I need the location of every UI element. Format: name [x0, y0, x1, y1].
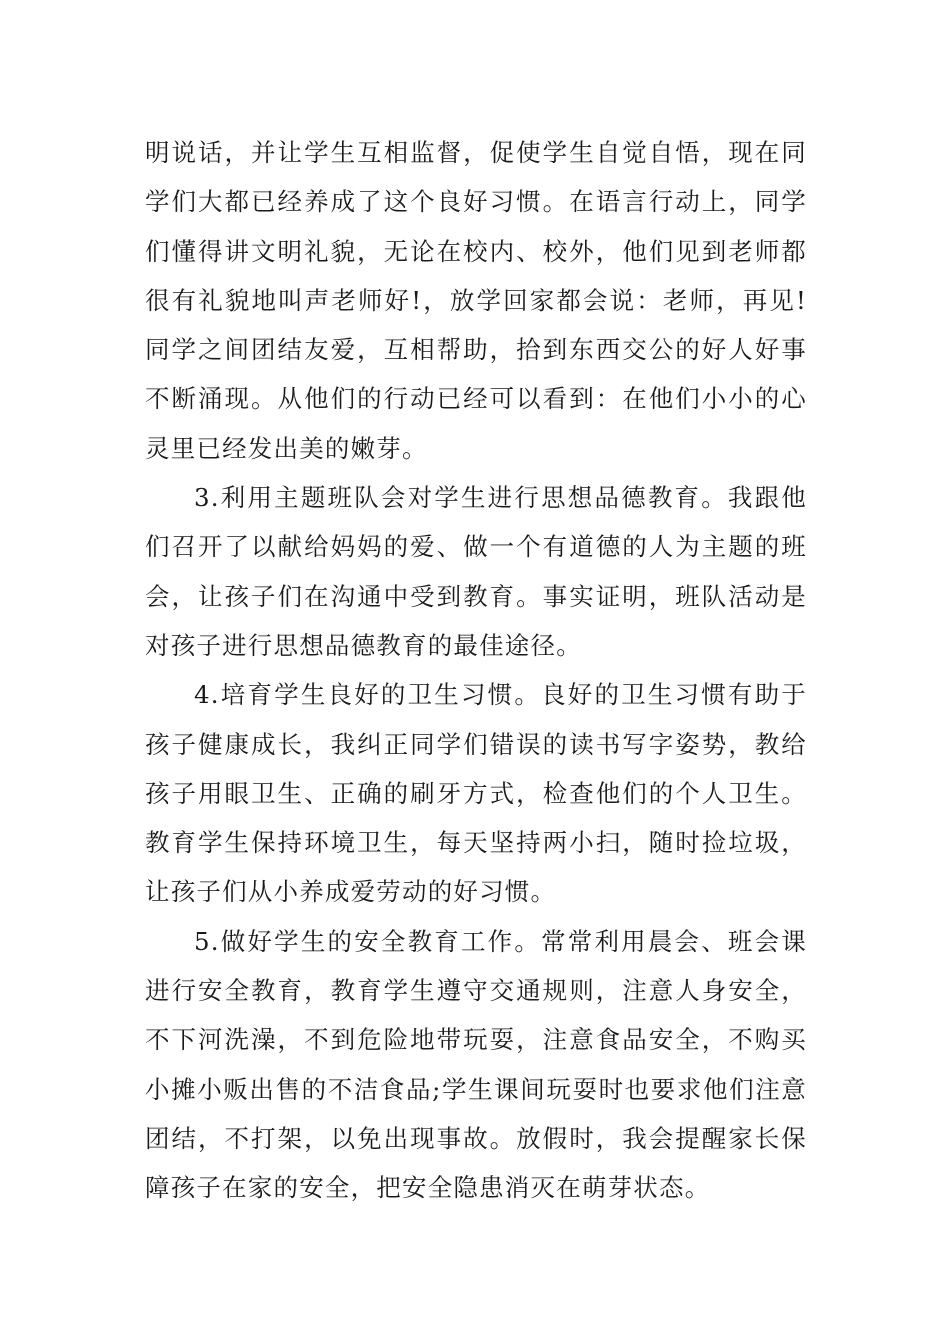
- text-line: 们懂得讲文明礼貌，无论在校内、校外，他们见到老师都: [145, 236, 807, 266]
- text-line: 孩子健康成长，我纠正同学们错误的读书写字姿势，教给: [145, 729, 807, 759]
- text-line: 不下河洗澡，不到危险地带玩耍，注意食品安全，不购买: [145, 1025, 807, 1055]
- text-line: 障孩子在家的安全，把安全隐患消灭在萌芽状态。: [145, 1173, 711, 1203]
- text-line: 学们大都已经养成了这个良好习惯。在语言行动上，同学: [145, 187, 807, 217]
- text-line: 不断涌现。从他们的行动已经可以看到：在他们小小的心: [145, 384, 807, 414]
- paragraph-item-4: [145, 670, 807, 916]
- text-line: 4.培育学生良好的卫生习惯。良好的卫生习惯有助于: [194, 680, 807, 710]
- paragraph-continued: [145, 128, 807, 473]
- text-line: 灵里已经发出美的嫩芽。: [145, 433, 428, 463]
- paragraph-item-3: [145, 473, 807, 670]
- text-line: 很有礼貌地叫声老师好!，放学回家都会说：老师，再见!: [145, 285, 807, 315]
- text-line: 小摊小贩出售的不洁食品;学生课间玩耍时也要求他们注意: [145, 1074, 807, 1104]
- text-line: 5.做好学生的安全教育工作。常常利用晨会、班会课: [194, 926, 807, 956]
- text-line: 会，让孩子们在沟通中受到教育。事实证明，班队活动是: [145, 581, 807, 611]
- text-line: 明说话，并让学生互相监督，促使学生自觉自悟，现在同: [145, 138, 807, 167]
- text-line: 3.利用主题班队会对学生进行思想品德教育。我跟他: [194, 483, 807, 513]
- text-line: 团结，不打架，以免出现事故。放假时，我会提醒家长保: [145, 1123, 807, 1153]
- text-line: 们召开了以献给妈妈的爱、做一个有道德的人为主题的班: [145, 532, 807, 562]
- text-line: 让孩子们从小养成爱劳动的好习惯。: [145, 877, 557, 907]
- text-line: 孩子用眼卫生、正确的刷牙方式，检查他们的个人卫生。: [145, 778, 807, 808]
- text-line: 教育学生保持环境卫生，每天坚持两小扫，随时捡垃圾，: [145, 828, 807, 858]
- text-line: 对孩子进行思想品德教育的最佳途径。: [145, 630, 582, 660]
- text-line: 同学之间团结友爱，互相帮助，拾到东西交公的好人好事: [145, 335, 807, 365]
- document-body: [145, 128, 807, 1213]
- paragraph-item-5: [145, 917, 807, 1213]
- text-line: 进行安全教育，教育学生遵守交通规则，注意人身安全，: [145, 976, 807, 1006]
